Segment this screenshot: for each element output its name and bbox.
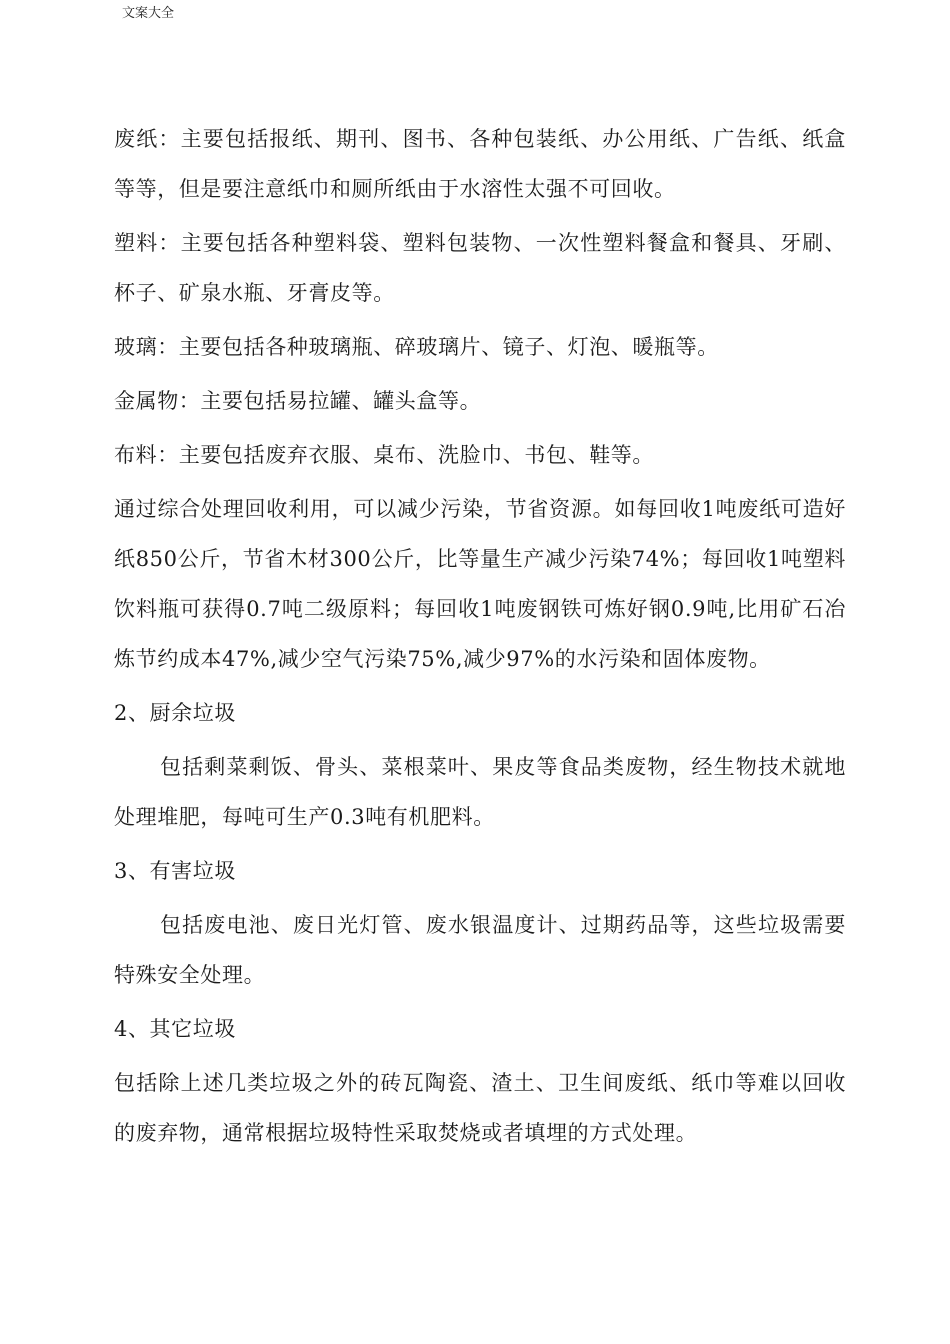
- paragraph-metal: 金属物：主要包括易拉罐、罐头盒等。: [114, 389, 482, 413]
- paragraph-other-waste: 包括除上述几类垃圾之外的砖瓦陶瓷、渣土、卫生间废纸、纸巾等难以回收的废弃物，通常根据垃圾特性采取焚烧或者填埋的方式处理。: [114, 1071, 846, 1145]
- heading-kitchen-waste: 2、厨余垃圾: [114, 701, 236, 725]
- paragraph-kitchen-waste: 包括剩菜剩饭、骨头、菜根菜叶、果皮等食品类废物，经生物技术就地处理堆肥，每吨可生产0.3吨有机肥料。: [114, 755, 846, 829]
- heading-other-waste: 4、其它垃圾: [114, 1017, 236, 1041]
- document-body: [114, 114, 846, 1162]
- paragraph-hazardous-waste: 包括废电池、废日光灯管、废水银温度计、过期药品等，这些垃圾需要特殊安全处理。: [114, 913, 846, 987]
- paragraph-cloth: 布料：主要包括废弃衣服、桌布、洗脸巾、书包、鞋等。: [114, 443, 654, 467]
- paragraph-recycling-benefits: 通过综合处理回收利用，可以减少污染，节省资源。如每回收1吨废纸可造好纸850公斤，节省木材300公斤，比等量生产减少污染74%；每回收1吨塑料饮料瓶可获得0.7吨二级原料；每回收1吨废钢铁可炼好钢0.9吨,比用矿石冶炼节约成本47%,减少空气污染75%,减少97%的水污染和固体废物。: [114, 497, 846, 671]
- paragraph-waste-paper: 废纸：主要包括报纸、期刊、图书、各种包装纸、办公用纸、广告纸、纸盒等等，但是要注意纸巾和厕所纸由于水溶性太强不可回收。: [114, 127, 846, 201]
- header-mark: 文案大全: [122, 6, 175, 21]
- paragraph-glass: 玻璃：主要包括各种玻璃瓶、碎玻璃片、镜子、灯泡、暖瓶等。: [114, 335, 719, 359]
- heading-hazardous-waste: 3、有害垃圾: [114, 859, 236, 883]
- paragraph-plastic: 塑料：主要包括各种塑料袋、塑料包装物、一次性塑料餐盒和餐具、牙刷、杯子、矿泉水瓶、牙膏皮等。: [114, 231, 846, 305]
